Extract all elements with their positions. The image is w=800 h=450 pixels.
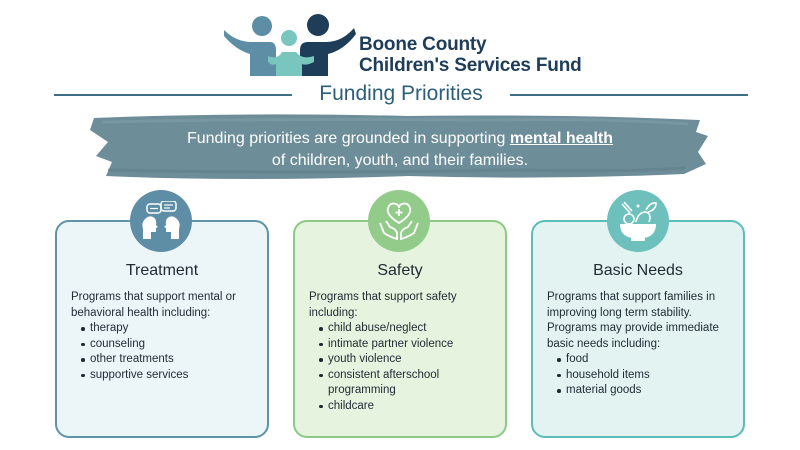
list-item: consistent afterschool programming — [319, 368, 495, 399]
list-item: youth violence — [319, 352, 495, 368]
hands-heart-icon — [368, 190, 430, 252]
list-item: counseling — [81, 337, 257, 353]
card-description — [547, 290, 733, 399]
family-figures-icon — [222, 12, 356, 78]
list-item: material goods — [557, 383, 733, 399]
card-treatment — [55, 220, 269, 438]
card-title: Basic Needs — [593, 262, 683, 279]
banner-line2: of children, youth, and their families. — [271, 152, 529, 169]
card-basic-needs — [531, 220, 745, 438]
mission-banner — [88, 112, 712, 182]
card-description — [309, 290, 495, 414]
card-safety — [293, 220, 507, 438]
counseling-conversation-icon — [130, 190, 192, 252]
organization-name — [359, 34, 582, 76]
card-list — [557, 352, 733, 399]
logo — [222, 12, 582, 82]
org-name-line1: Boone County — [359, 34, 487, 55]
card-intro: Programs that support mental or behavioral health including: — [71, 291, 236, 319]
card-intro: Programs that support families in improving long term stability. Programs may provide immediate basic needs including: — [547, 291, 719, 350]
banner-highlight: mental health — [509, 130, 613, 147]
list-item: food — [557, 352, 733, 368]
page-title: Funding Priorities — [319, 82, 483, 105]
food-bowl-icon — [607, 190, 669, 252]
org-name-line2: Children's Services Fund — [359, 55, 582, 76]
list-item: household items — [557, 368, 733, 384]
card-title: Treatment — [125, 262, 199, 279]
card-description — [71, 290, 257, 383]
list-item: intimate partner violence — [319, 337, 495, 353]
list-item: child abuse/neglect — [319, 321, 495, 337]
card-list — [319, 321, 495, 414]
list-item: supportive services — [81, 368, 257, 384]
list-item: therapy — [81, 321, 257, 337]
banner-text — [88, 128, 712, 172]
list-item: other treatments — [81, 352, 257, 368]
title-row — [0, 80, 800, 110]
card-intro: Programs that support safety including: — [309, 291, 457, 319]
banner-line1 — [88, 128, 712, 150]
card-title: Safety — [377, 262, 423, 279]
list-item: childcare — [319, 399, 495, 415]
banner-text-lead: Funding priorities are grounded in supporting — [186, 130, 510, 147]
title-rule-right — [510, 94, 748, 96]
title-rule-left — [54, 94, 292, 96]
card-list — [81, 321, 257, 383]
